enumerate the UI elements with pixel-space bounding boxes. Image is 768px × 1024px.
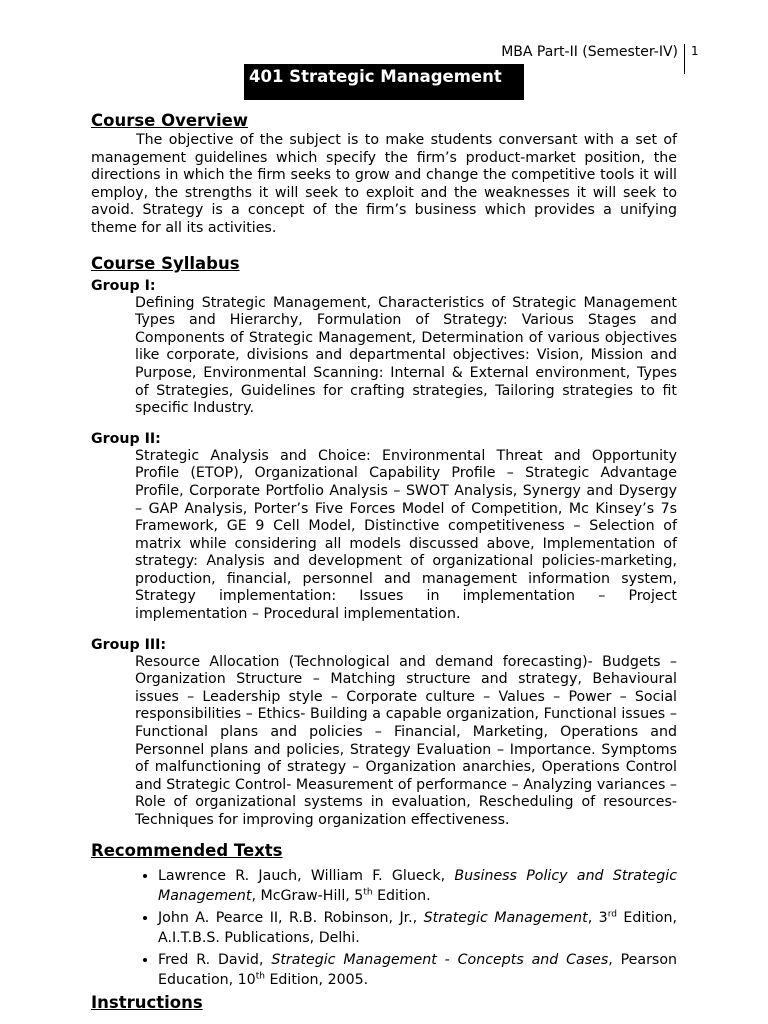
list-item: • Fred R. David, Strategic Management - Concepts and Cases, Pearson Education, 10th Edition, 2005. [158,950,677,990]
group-3-text: Resource Allocation (Technological and demand forecasting)- Budgets – Organization Structure – Matching structure and strategy, Behavioural issues – Leadership style – Corporate culture – Values – Power – Social responsibilities – Ethics- Building a capable organization, Functional issues – Functional plans and policies – Financial, Marketing, Operations and Personnel plans and policies, Strategy Evaluation – Importance. Symptoms of malfunctioning of strategy – Organization anarchies, Operations Control and Strategic Control- Measurement of performance – Analyzing variances – Role of organizational systems in evaluation, Rescheduling of resources-Techniques for improving organization effectiveness. [135,653,677,828]
book-title: Business Policy and Strategic Management [158,867,677,904]
list-item: • Lawrence R. Jauch, William F. Glueck, Business Policy and Strategic Management, McGraw-Hill, 5th Edition. [158,866,677,906]
group-3-label: Group III: [91,636,167,653]
page-number: 1 [691,44,699,58]
texts-list [91,866,677,990]
overview-text: The objective of the subject is to make students conversant with a set of management guidelines which specify the firm’s product-market position, the directions in which the firm seeks to grow and change the competitive tools it will employ, the strengths it will seek to exploit and the weaknesses it will seek to avoid. Strategy is a concept of the firm’s business which provides a unifying theme for all its activities. [91,132,677,236]
book-title: Strategic Management - Concepts and Cases [271,951,609,968]
document-body [91,110,677,1014]
header-divider [684,44,685,74]
header-course: MBA Part-II (Semester-IV) [501,44,678,60]
texts-heading: Recommended Texts [91,840,283,860]
document-title: 401 Strategic Management [244,64,524,100]
group-1-label: Group I: [91,277,156,294]
overview-heading: Course Overview [91,111,249,130]
group-2-text: Strategic Analysis and Choice: Environmental Threat and Opportunity Profile (ETOP), Organizational Capability Profile – Strategic Advantage Profile, Corporate Portfolio Analysis – SWOT Analysis, Synergy and Dysergy – GAP Analysis, Porter’s Five Forces Model of Competition, Mc Kinsey’s 7s Framework, GE 9 Cell Model, Distinctive competitiveness – Selection of matrix while considering all models discussed above, Implementation of strategy: Analysis and development of organizational policies-marketing, production, financial, personnel and management information system, Strategy implementation: Issues in implementation – Project implementation – Procedural implementation. [135,447,677,623]
group-1-text: Defining Strategic Management, Characteristics of Strategic Management Types and Hierarchy, Formulation of Strategy: Various Stages and Components of Strategic Management, Determination of various objectives like corporate, divisions and departmental objectives: Vision, Mission and Purpose, Environmental Scanning: Internal & External environment, Types of Strategies, Guidelines for crafting strategies, Tailoring strategies to fit specific Industry. [135,294,677,417]
book-title: Strategic Management [423,909,588,926]
list-item: • John A. Pearce II, R.B. Robinson, Jr., Strategic Management, 3rd Edition, A.I.T.B.S. Publications, Delhi. [158,908,677,948]
group-2-label: Group II: [91,430,161,447]
syllabus-heading: Course Syllabus [91,253,240,273]
instructions-heading: Instructions [91,992,203,1012]
